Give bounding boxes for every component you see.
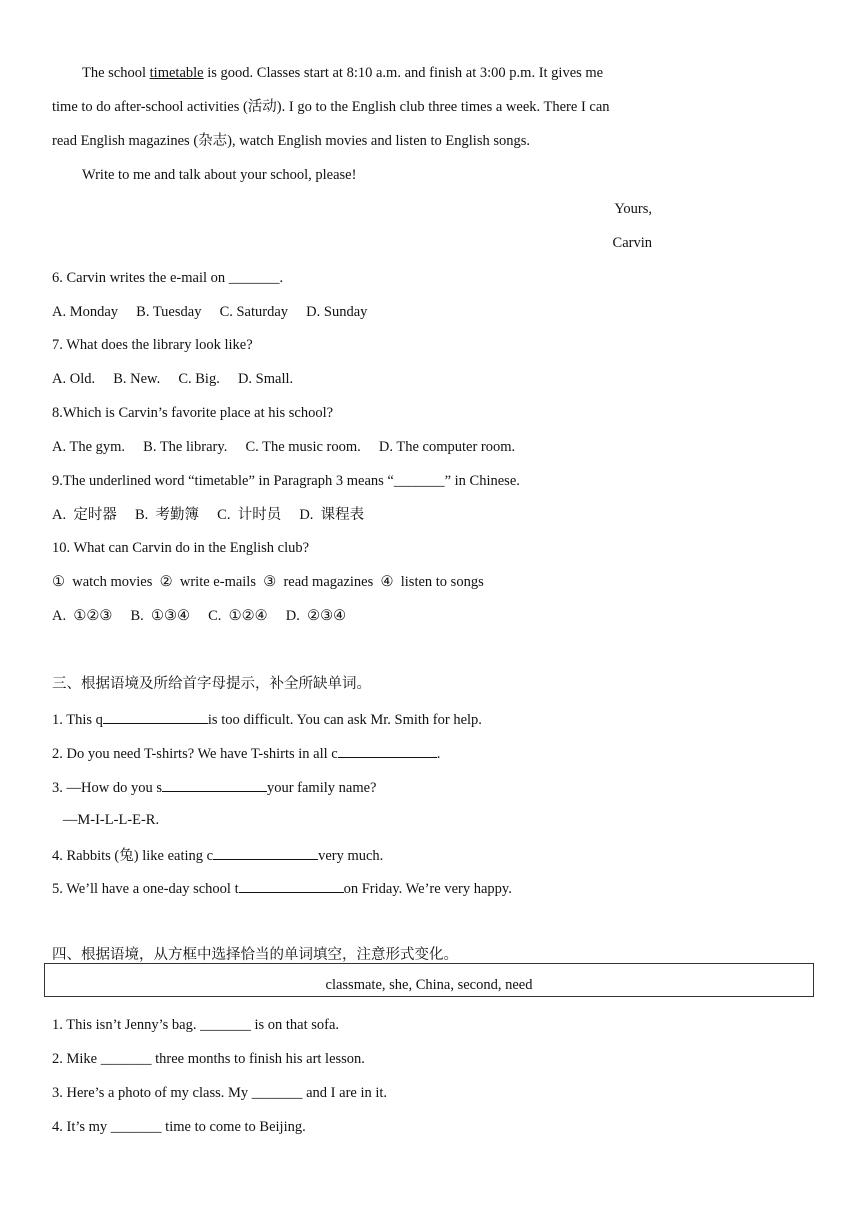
word-box-words: classmate, she, China, second, need [325,977,533,993]
item-text: on Friday. We’re very happy. [343,881,512,897]
word-box [44,963,814,997]
section-3-item-5 [52,877,512,899]
question-6-options: A. Monday B. Tuesday C. Saturday D. Sunday [52,304,368,320]
answer-blank[interactable] [213,844,318,860]
section-4-item-1: 1. This isn’t Jenny’s bag. _______ is on that sofa. [52,1017,340,1033]
section-3-item-1 [52,708,482,730]
item-text: your family name? [266,780,377,796]
question-9-options: A. 定时器 B. 考勤簿 C. 计时员 D. 课程表 [52,507,365,523]
section-3-item-4 [52,844,383,866]
section-3-item-3 [52,776,376,798]
letter-closing: Yours, [614,201,652,217]
passage-text: is good. Classes start at 8:10 a.m. and finish at 3:00 p.m. It gives me [203,65,604,81]
letter-signature: Carvin [612,235,652,251]
question-7-options: A. Old. B. New. C. Big. D. Small. [52,371,294,387]
underlined-word-timetable: timetable [149,65,204,81]
question-8: 8.Which is Carvin’s favorite place at his school? [52,405,334,421]
question-7: 7. What does the library look like? [52,337,253,353]
passage-paragraph-3-line-1 [82,63,603,83]
passage-paragraph-4: Write to me and talk about your school, please! [82,167,357,183]
item-text: . [436,746,441,762]
answer-blank[interactable] [239,877,344,893]
section-3-heading: 三、根据语境及所给首字母提示，补全所缺单词。 [52,676,371,692]
item-text: 5. We’ll have a one-day school t [52,881,239,897]
passage-paragraph-3-line-3: read English magazines (杂志), watch English movies and listen to English songs. [52,133,531,149]
passage-paragraph-3-line-2: time to do after-school activities (活动). I go to the English club three times a week. There I can [52,99,610,115]
item-text: 1. This q [52,712,103,728]
section-4-item-2: 2. Mike _______ three months to finish his art lesson. [52,1051,365,1067]
answer-blank[interactable] [162,776,267,792]
item-text: 3. —How do you s [52,780,162,796]
section-4-item-3: 3. Here’s a photo of my class. My _______ and I are in it. [52,1085,388,1101]
section-3-item-2 [52,742,440,764]
section-3-item-3-reply: —M-I-L-L-E-R. [52,812,160,828]
answer-blank[interactable] [338,742,437,758]
question-10-items: ① watch movies ② write e-mails ③ read magazines ④ listen to songs [52,574,484,590]
item-text: 2. Do you need T-shirts? We have T-shirts in all c [52,746,338,762]
answer-blank[interactable] [103,708,208,724]
passage-text: The school [82,65,150,81]
section-4-heading: 四、根据语境，从方框中选择恰当的单词填空，注意形式变化。 [52,947,458,963]
question-10: 10. What can Carvin do in the English club? [52,540,310,556]
section-4-item-4: 4. It’s my _______ time to come to Beijing. [52,1119,306,1135]
question-10-options: A. ①②③ B. ①③④ C. ①②④ D. ②③④ [52,608,347,624]
question-8-options: A. The gym. B. The library. C. The music room. D. The computer room. [52,439,516,455]
question-6: 6. Carvin writes the e-mail on _______. [52,270,284,286]
item-text: 4. Rabbits (兔) like eating c [52,848,214,864]
question-9: 9.The underlined word “timetable” in Paragraph 3 means “_______” in Chinese. [52,473,520,489]
item-text: very much. [318,848,384,864]
item-text: is too difficult. You can ask Mr. Smith for help. [207,712,482,728]
